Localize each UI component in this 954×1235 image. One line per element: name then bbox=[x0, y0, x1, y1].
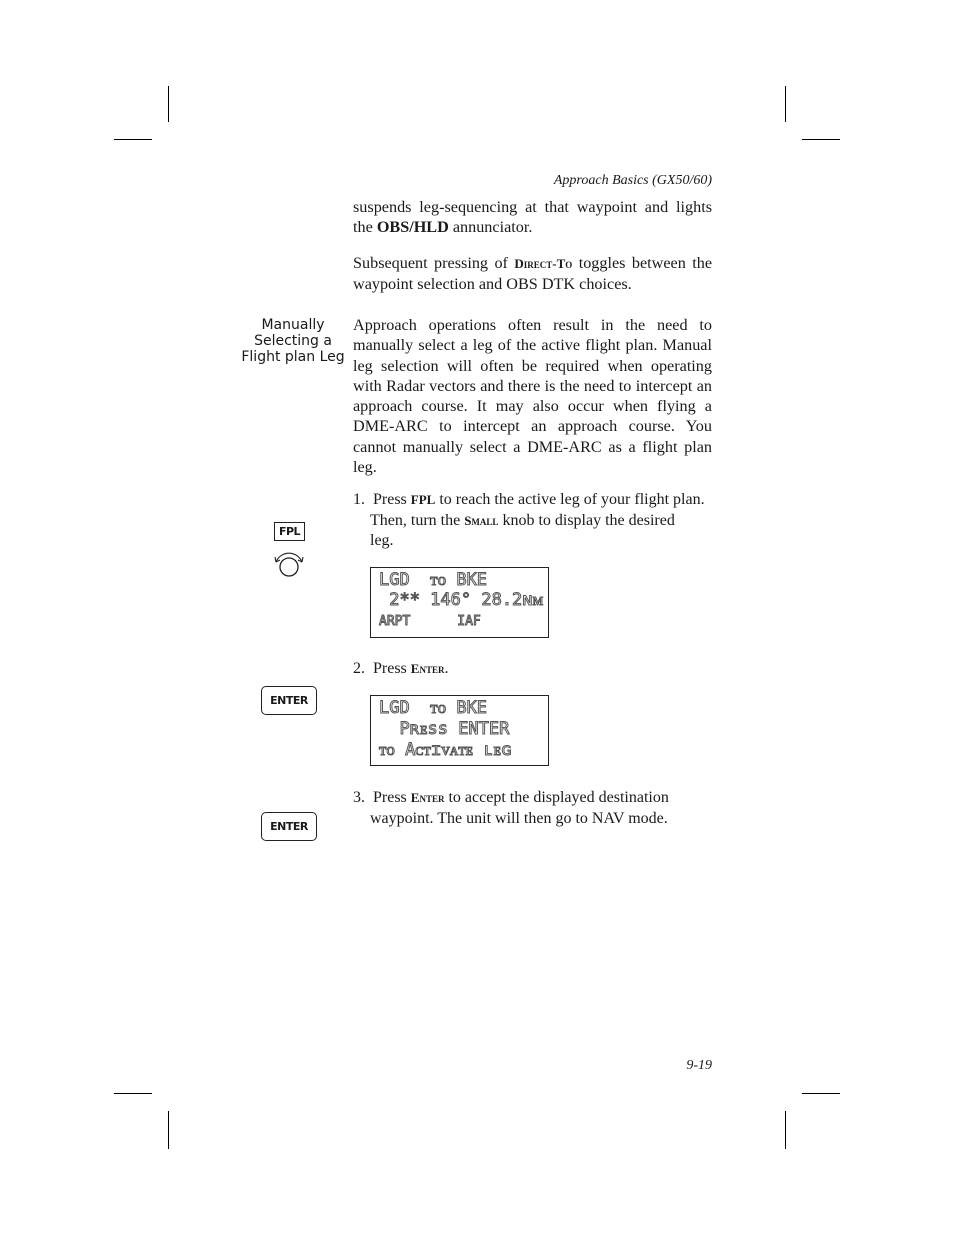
section-heading bbox=[238, 317, 348, 365]
key-name: FPL bbox=[410, 492, 436, 507]
text-run: Then, turn the bbox=[370, 511, 465, 529]
step-3 bbox=[353, 788, 715, 829]
text-run: Subsequent pressing of bbox=[353, 254, 515, 272]
text-run: Press bbox=[373, 491, 411, 508]
lcd-line: 2** 146° 28.2ɴᴍ bbox=[379, 590, 544, 610]
heading-line: Selecting a bbox=[254, 333, 332, 349]
enter-key-icon: ENTER bbox=[261, 812, 317, 841]
key-name: Enter bbox=[410, 661, 445, 676]
intro-paragraph-1 bbox=[353, 197, 712, 238]
text-run: to reach the active leg of your flight plan. bbox=[435, 491, 705, 508]
running-header: Approach Basics (GX50/60) bbox=[553, 173, 712, 188]
heading-line: Flight plan Leg bbox=[241, 349, 345, 365]
crop-mark bbox=[168, 1111, 169, 1149]
text-run: knob to display the desired bbox=[498, 511, 675, 529]
lcd-line: LGD ᴛᴏ BKE bbox=[379, 698, 488, 718]
text-run: Press bbox=[373, 660, 411, 677]
enter-key-icon: ENTER bbox=[261, 686, 317, 715]
lcd-line: ARPT IAF bbox=[379, 614, 481, 629]
crop-mark bbox=[114, 139, 152, 140]
crop-mark bbox=[114, 1093, 152, 1094]
key-name: Direct-To bbox=[514, 256, 573, 271]
section-paragraph: Approach operations often result in the need to manually select a leg of the active flight plan. Manual leg selection will often be required when operating with Radar vectors and there is the need to intercept an approach course. It may also occur when flying a DME-ARC to intercept an approach course. You cannot manually select a DME-ARC as a flight plan leg. bbox=[353, 316, 712, 477]
step-number: 3. bbox=[353, 789, 365, 806]
intro-paragraph-2 bbox=[353, 253, 712, 295]
lcd-line: Pʀᴇss ENTER bbox=[379, 719, 510, 739]
knob-rotate-icon bbox=[272, 550, 306, 580]
crop-mark bbox=[785, 86, 786, 122]
heading-line: Manually bbox=[261, 317, 325, 333]
crop-mark bbox=[802, 1093, 840, 1094]
lcd-line: LGD ᴛᴏ BKE bbox=[379, 570, 488, 590]
text-run: suspends leg-sequencing at that waypoint and lights the bbox=[353, 198, 712, 237]
text-run: Press bbox=[373, 789, 411, 806]
text-run: toggles between the waypoint selection and OBS DTK choices. bbox=[353, 254, 713, 294]
text-run: annunciator. bbox=[448, 218, 533, 237]
key-name: Small bbox=[464, 512, 499, 528]
step-1 bbox=[353, 490, 715, 552]
lcd-display-leg bbox=[370, 567, 549, 638]
step-number: 1. bbox=[353, 491, 365, 508]
page-number: 9-19 bbox=[686, 1058, 712, 1073]
fpl-key-icon: FPL bbox=[274, 522, 305, 541]
text-run: . bbox=[444, 660, 449, 677]
lcd-display-activate bbox=[370, 695, 549, 766]
step-2 bbox=[353, 659, 715, 680]
lcd-line: ᴛᴏ Aᴄᴛɪᴠᴀᴛᴇ ʟᴇɢ bbox=[379, 740, 512, 760]
crop-mark bbox=[785, 1111, 786, 1149]
text-run: leg. bbox=[370, 532, 394, 549]
text-run: waypoint. The unit will then go to NAV mode. bbox=[370, 809, 668, 827]
crop-mark bbox=[168, 86, 169, 122]
annunciator-name: OBS/HLD bbox=[376, 218, 449, 237]
step-number: 2. bbox=[353, 660, 365, 677]
crop-mark bbox=[802, 139, 840, 140]
text-run: to accept the displayed destination bbox=[444, 789, 669, 806]
key-name: Enter bbox=[410, 790, 445, 805]
